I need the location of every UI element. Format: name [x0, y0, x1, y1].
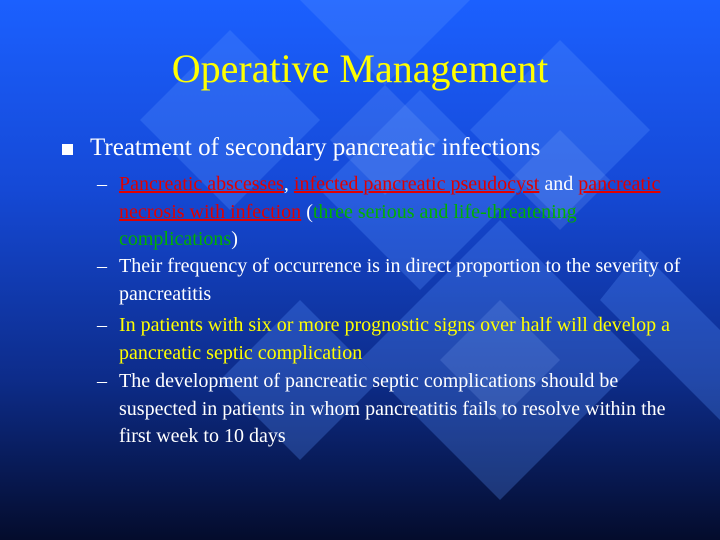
link-infected-pseudocyst[interactable]: infected pancreatic pseudocyst	[293, 173, 540, 195]
dash-marker: –	[97, 370, 107, 392]
sub-bullet-4-text: The development of pancreatic septic complications should be suspected in patients in whom pancreatitis fails to resolve within the first week to 10 days	[119, 370, 666, 447]
link-pancreatic-abscesses[interactable]: Pancreatic abscesses	[119, 173, 284, 195]
sub-bullet-4	[97, 368, 682, 451]
paren-open: (	[306, 200, 313, 223]
slide-title: Operative Management	[171, 46, 549, 91]
sub-bullet-2	[97, 253, 682, 308]
link-pancreatic-necrosis[interactable]: pancreatic necrosis with infection	[119, 173, 661, 223]
complications-note: three serious and life-threatening complications	[119, 200, 577, 250]
square-bullet-icon	[62, 144, 73, 155]
dash-marker: –	[97, 314, 107, 336]
paren-close: )	[231, 228, 238, 250]
dash-marker: –	[97, 255, 107, 277]
and-text: and	[544, 173, 574, 195]
dash-marker: –	[97, 173, 107, 195]
main-bullet-text: Treatment of secondary pancreatic infections	[90, 134, 541, 161]
comma-separator: ,	[283, 173, 289, 195]
sub-bullet-3	[97, 312, 682, 367]
sub-bullet-3-text: In patients with six or more prognostic signs over half will develop a pancreatic septic complication	[119, 314, 671, 364]
sub-bullet-2-text: Their frequency of occurrence is in direct proportion to the severity of pancreatitis	[119, 255, 681, 305]
sub-bullet-1	[97, 171, 682, 254]
